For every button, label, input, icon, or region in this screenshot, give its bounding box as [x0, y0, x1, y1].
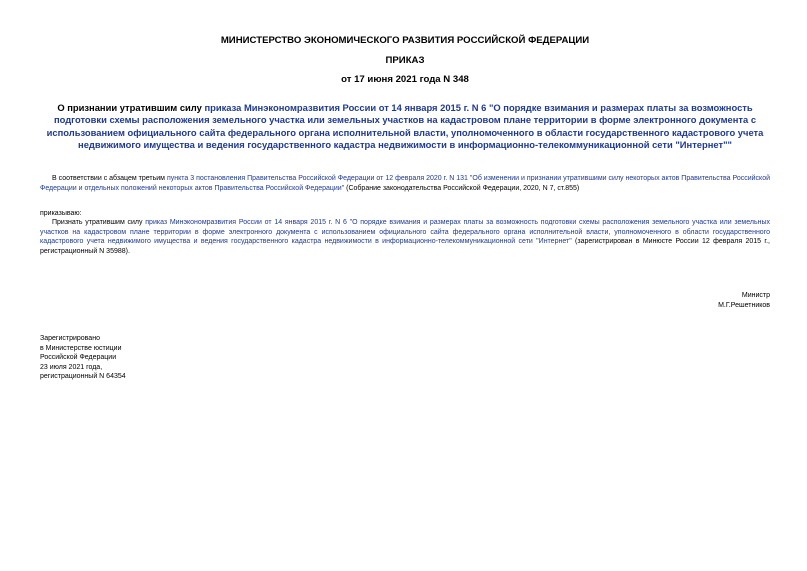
registration-line: Зарегистрировано	[40, 335, 100, 342]
registration-line: 23 июля 2021 года,	[40, 363, 103, 371]
government-decree-link[interactable]: пункта 3 постановления Правительства Российской Федерации от 12 февраля 2020 г. N 131 "Об изменении и признании утратившими силу некоторых актов Правительства Российской Федерации и отдельных положений некоторых актов Правительства Российской Федерации"	[40, 175, 770, 192]
order-text-start: Признать утратившим силу	[52, 219, 146, 226]
order-paragraph	[40, 218, 770, 256]
repealed-order-link[interactable]: приказ Минэкономразвития России от 14 января 2015 г. N 6 "О порядке взимания и размерах платы за возможность подготовки схемы расположения земельного участка или земельных участков на кадастровом плане территории в форме электронного документа с использованием официального сайта федерального органа исполнительной власти, уполномоченного в области государственного кадастрового учета недвижимого имущества и ведения государственного кадастра недвижимости в информационно-телекоммуникационной сети "Интернет"	[40, 219, 771, 246]
signature-block	[718, 291, 770, 310]
registration-line: в Министерстве юстиции	[40, 344, 122, 352]
subject-link[interactable]: приказа Минэкономразвития России от 14 января 2015 г. N 6 "О порядке взимания и размерах платы за возможность подготовки схемы расположения земельного участка или земельных участков на кадастровом плане территории в форме электронного документа с использованием официального сайта федерального органа исполнительной власти, уполномоченного в области государственного кадастрового учета недвижимого имущества и ведения государственного кадастра недвижимости в информационно-телекоммуникационной сети "Интернет""	[46, 102, 764, 150]
subject-prefix: О признании утратившим силу	[57, 102, 205, 113]
document-type: ПРИКАЗ	[385, 55, 425, 66]
preamble-paragraph	[40, 174, 770, 193]
preamble-text-end: (Собрание законодательства Российской Федерации, 2020, N 7, ст.855)	[344, 184, 580, 192]
order-text-end: (зарегистрирован в Минюсте России 12 февраля 2015 г., регистрационный N 35988).	[40, 238, 770, 255]
registration-line: регистрационный N 64354	[40, 373, 126, 381]
document-subject	[40, 102, 770, 151]
preamble-text-start: В соответствии с абзацем третьим	[52, 175, 167, 182]
signer-name: М.Г.Решетников	[718, 301, 770, 309]
document-date: от 17 июня 2021 года N 348	[341, 74, 469, 85]
registration-block	[40, 334, 126, 382]
order-word: приказываю:	[40, 210, 82, 217]
ministry-title: МИНИСТЕРСТВО ЭКОНОМИЧЕСКОГО РАЗВИТИЯ РОССИЙСКОЙ ФЕДЕРАЦИИ	[220, 35, 590, 46]
registration-line: Российской Федерации	[40, 354, 117, 362]
signer-title: Министр	[741, 292, 770, 299]
